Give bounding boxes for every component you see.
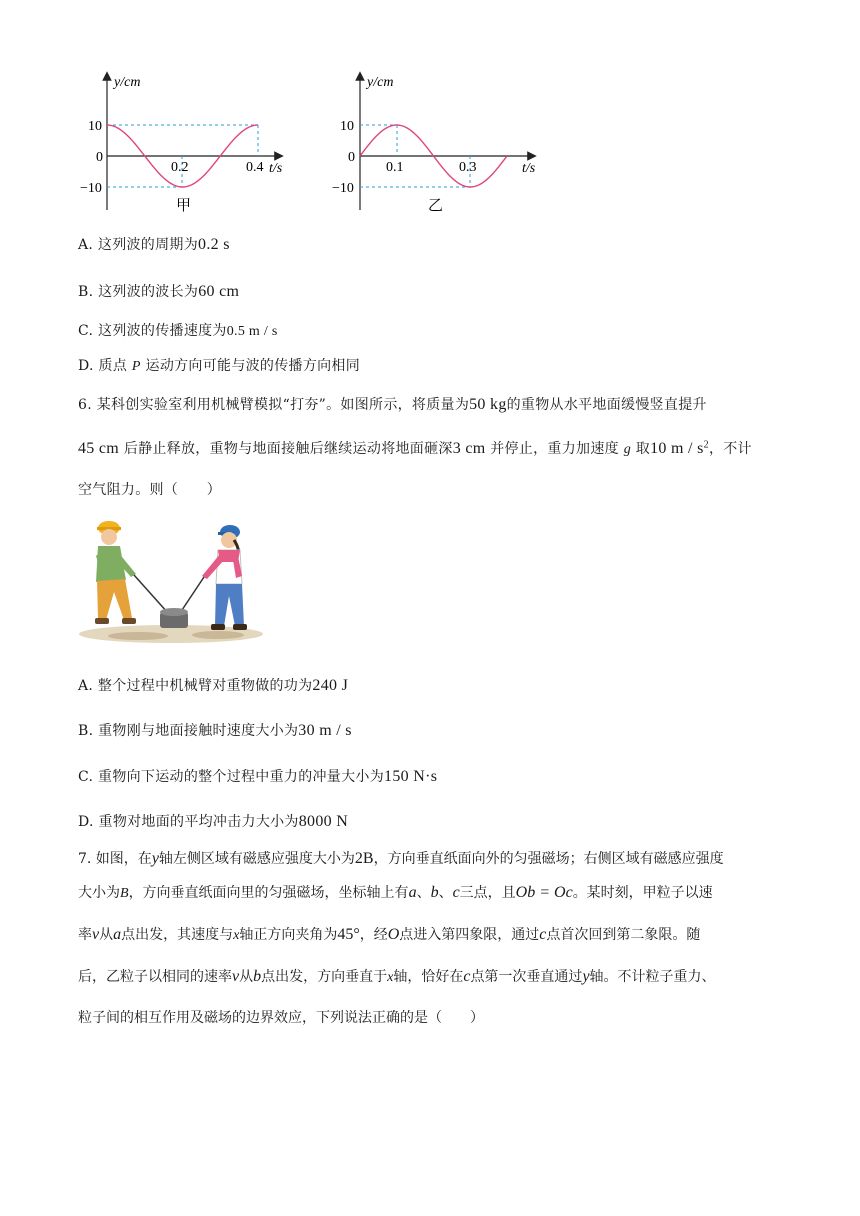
q7-line5: 粒子间的相互作用及磁场的边界效应，下列说法正确的是（ ）: [78, 1010, 484, 1026]
q7-line3: 率v从a点出发，其速度与x轴正方向夹角为45°，经O点进入第四象限，通过c点首次回到第二象限。随: [78, 926, 701, 943]
q7-line4: 后，乙粒子以相同的速率v从b点出发，方向垂直于x轴，恰好在c点第一次垂直通过y轴。不计粒子重力、: [78, 968, 716, 985]
graph-caption: 甲: [176, 196, 192, 214]
ytick-neg10: −10: [332, 181, 354, 196]
ytick-0: 0: [348, 150, 355, 165]
y-axis-label: y/cm: [114, 75, 141, 90]
tamping-illustration: [78, 518, 264, 648]
xtick-04: 0.4: [246, 160, 264, 175]
q6-option-c: C. 重物向下运动的整个过程中重力的冲量大小为150 N·s: [78, 768, 438, 785]
q5-option-b: B. 这列波的波长为60 cm: [78, 283, 240, 300]
ytick-10: 10: [88, 119, 102, 134]
q5-option-a: A. 这列波的周期为0.2 s: [78, 236, 230, 253]
q6-option-a: A. 整个过程中机械臂对重物做的功为240 J: [78, 677, 349, 694]
xtick-02: 0.2: [171, 160, 189, 175]
q7-line1: 7. 如图，在y轴左侧区域有磁感应强度大小为2B，方向垂直纸面向外的匀强磁场；右侧区域有磁感应强度: [78, 850, 724, 867]
q6-stem-line3: 空气阻力。则（ ）: [78, 482, 221, 498]
q5-option-d: D. 质点 P 运动方向可能与波的传播方向相同: [78, 358, 361, 374]
x-axis-label: t/s: [269, 161, 283, 176]
graph-jia: [74, 68, 294, 218]
y-axis-label: y/cm: [367, 75, 394, 90]
graph-caption: 乙: [428, 196, 444, 214]
q6-stem-line2: 45 cm 后静止释放，重物与地面接触后继续运动将地面砸深3 cm 并停止，重力加速度 g 取10 m / $s^2$，不计: [78, 439, 752, 457]
q6-stem-line1: 6. 某科创实验室利用机械臂模拟“打夯”。如图所示，将质量为50 kg的重物从水平地面缓慢竖直提升: [78, 396, 707, 413]
graph-jia-svg: [74, 68, 294, 218]
q7-stem: [78, 838, 782, 1039]
ytick-0: 0: [96, 150, 103, 165]
ytick-10: 10: [340, 119, 354, 134]
q6-option-b: B. 重物刚与地面接触时速度大小为30 m / s: [78, 722, 352, 739]
xtick-03: 0.3: [459, 160, 477, 175]
q5-option-c: C. 这列波的传播速度为0.5 m / s: [78, 323, 278, 339]
graph-yi-svg: [326, 68, 546, 218]
ytick-neg10: −10: [80, 181, 102, 196]
graph-yi: [326, 68, 546, 218]
q6-option-d: D. 重物对地面的平均冲击力大小为8000 N: [78, 813, 349, 830]
xtick-01: 0.1: [386, 160, 404, 175]
x-axis-label: t/s: [522, 161, 536, 176]
q7-line2: 大小为B，方向垂直纸面向里的匀强磁场，坐标轴上有a、b、c三点，且Ob = Oc。某时刻，甲粒子以速: [78, 884, 713, 901]
